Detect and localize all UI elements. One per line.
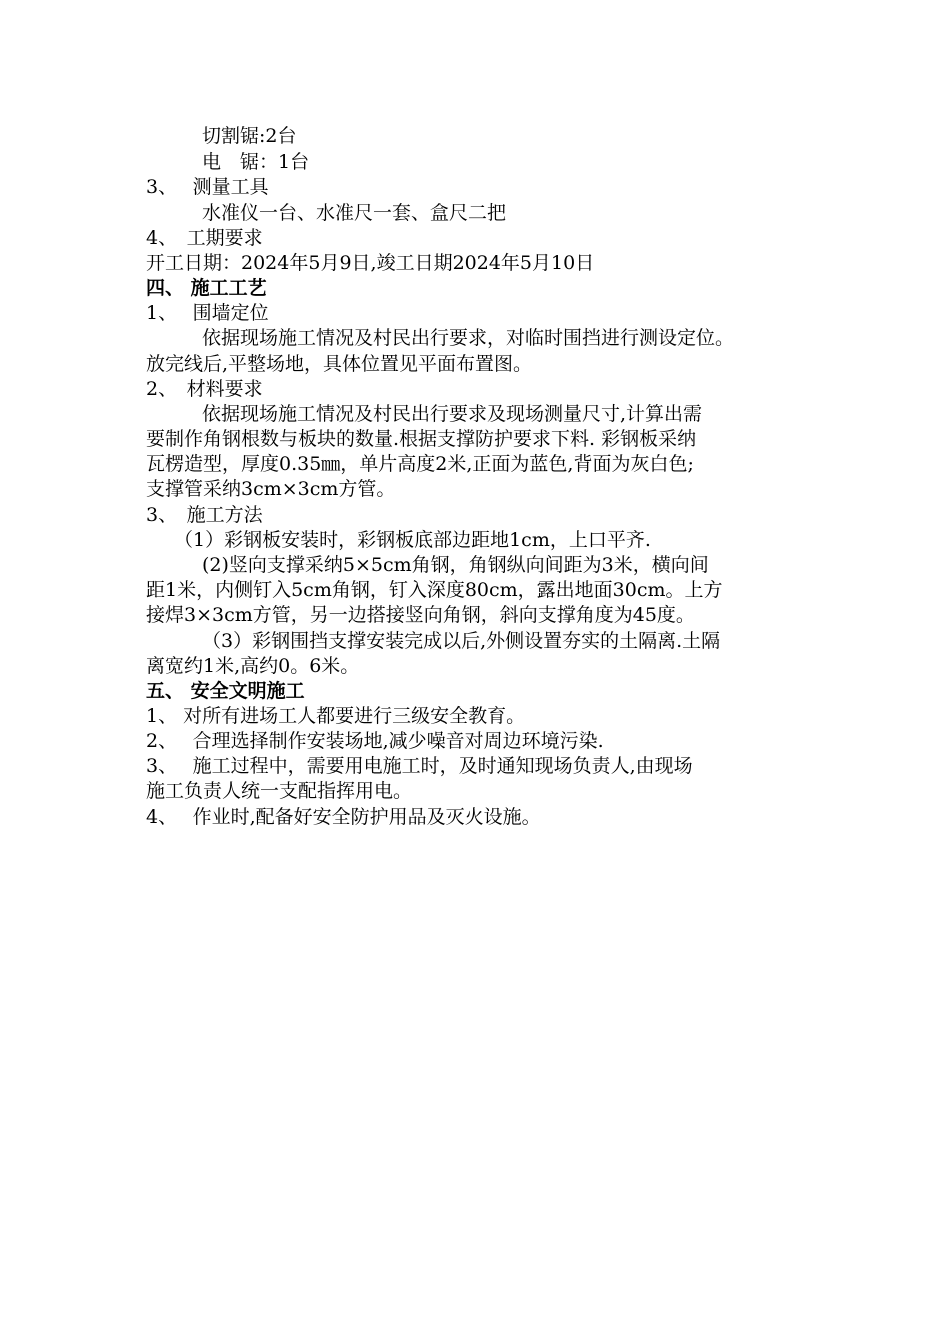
safety-item-2: 2、 合理选择制作安装场地,减少噪音对周边环境污染. [146,730,604,752]
method-step-2: (2)竖向支撑采纳5×5cm角钢，角钢纵向间距为3米，横向间 [202,554,709,576]
paragraph-line: 依据现场施工情况及村民出行要求，对临时围挡进行测设定位。 [202,327,735,349]
heading-construction-process: 四、 施工工艺 [146,277,267,299]
paragraph-line: 放完线后,平整场地，具体位置见平面布置图。 [146,353,533,375]
paragraph-line: 距1米，内侧钉入5cm角钢，钉入深度80cm，露出地面30cm。上方 [146,579,723,601]
paragraph-line: 接焊3×3cm方管，另一边搭接竖向角钢，斜向支撑角度为45度。 [146,604,695,626]
method-step-3: （3）彩钢围挡支撑安装完成以后,外侧设置夯实的土隔离.土隔 [202,630,721,652]
paragraph-line: 离宽约1米,高约0。6米。 [146,655,360,677]
heading-safety: 五、 安全文明施工 [146,680,305,702]
safety-item-3: 3、 施工过程中，需要用电施工时，及时通知现场负责人,由现场 [146,755,693,777]
tool-line-cutting-saw: 切割锯:2台 [202,125,297,147]
subsection-wall-positioning: 1、 围墙定位 [146,302,269,324]
section-schedule: 4、 工期要求 [146,227,263,249]
subsection-method: 3、 施工方法 [146,504,263,526]
safety-item-1: 1、 对所有进场工人都要进行三级安全教育。 [146,705,526,727]
safety-item-4: 4、 作业时,配备好安全防护用品及灭火设施。 [146,806,541,828]
measure-tools-list: 水准仪一台、水准尺一套、盒尺二把 [202,202,507,224]
paragraph-line: 依据现场施工情况及村民出行要求及现场测量尺寸,计算出需 [202,403,703,425]
method-step-1: （1）彩钢板安装时，彩钢板底部边距地1cm，上口平齐. [174,529,651,551]
section-measure-tools: 3、 测量工具 [146,176,269,198]
paragraph-line: 瓦楞造型，厚度0.35㎜，单片高度2米,正面为蓝色,背面为灰白色; [146,453,694,475]
paragraph-line: 要制作角钢根数与板块的数量.根据支撑防护要求下料. 彩钢板采纳 [146,428,697,450]
paragraph-line: 支撑管采纳3cm×3cm方管。 [146,478,396,500]
schedule-dates: 开工日期：2024年5月9日,竣工日期2024年5月10日 [146,252,595,274]
paragraph-line: 施工负责人统一支配指挥用电。 [146,780,413,802]
subsection-material: 2、 材料要求 [146,378,263,400]
tool-line-electric-saw: 电 锯：1台 [202,151,310,173]
